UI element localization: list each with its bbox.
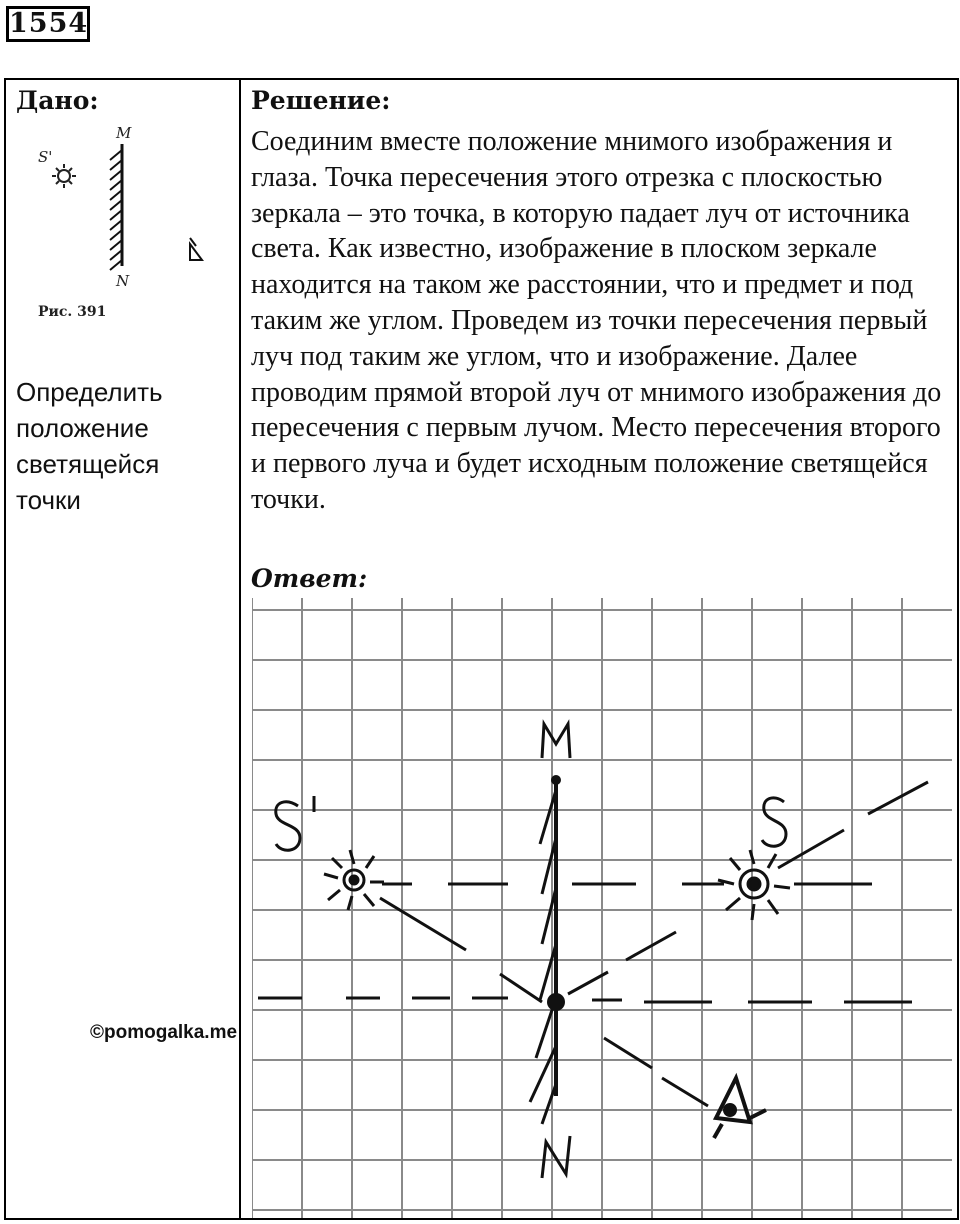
- mirror-top-point: [551, 775, 561, 785]
- eye-icon: [190, 238, 202, 260]
- solution-table: [4, 78, 959, 1220]
- mirror-hatching: [110, 150, 122, 270]
- solution-header: Решение:: [251, 86, 391, 115]
- grid-lines: [252, 598, 952, 1218]
- given-figure: [30, 122, 220, 322]
- mirror-bottom-label: N: [116, 272, 130, 290]
- source-label: S': [38, 148, 53, 166]
- mirror-top-label: [542, 724, 570, 758]
- task-text: Определить положение светящейся точки: [16, 377, 163, 515]
- answer-label: Ответ:: [251, 564, 368, 593]
- solution-text: Соединим вместе положение мнимого изображения и глаза. Точка пересечения этого отрезка с плоскостью зеркала – это точка, в которую падает луч от источника света. Как известно, изображение в плоском зеркале находится на таком же расстоянии, что и предмет и под таким же углом. Проведем из точки пересечения первый луч под таким же углом, что и изображение. Далее проводим прямой второй луч от мнимого изображения до пересечения с первым лучом. Место пересечения второго и первого луча и будет исходным положение светящейся точки.: [251, 126, 942, 515]
- eye-icon: [714, 1078, 766, 1138]
- image-label: [276, 796, 314, 850]
- watermark: ©pomogalka.me: [90, 1022, 238, 1043]
- source-label: [762, 798, 786, 846]
- figure-caption: Рис. 391: [38, 304, 107, 320]
- incidence-point: [547, 993, 565, 1011]
- problem-number: 1554: [6, 6, 90, 42]
- mirror-bottom-label: [542, 1136, 570, 1178]
- column-divider: [239, 80, 241, 1218]
- mirror-top-label: M: [116, 124, 132, 142]
- given-header: Дано:: [16, 86, 99, 115]
- eye-level-dashed-line: [258, 998, 912, 1002]
- answer-figure: [252, 598, 952, 1218]
- ray-lines: [380, 782, 928, 1106]
- source-image-icon: [52, 164, 76, 188]
